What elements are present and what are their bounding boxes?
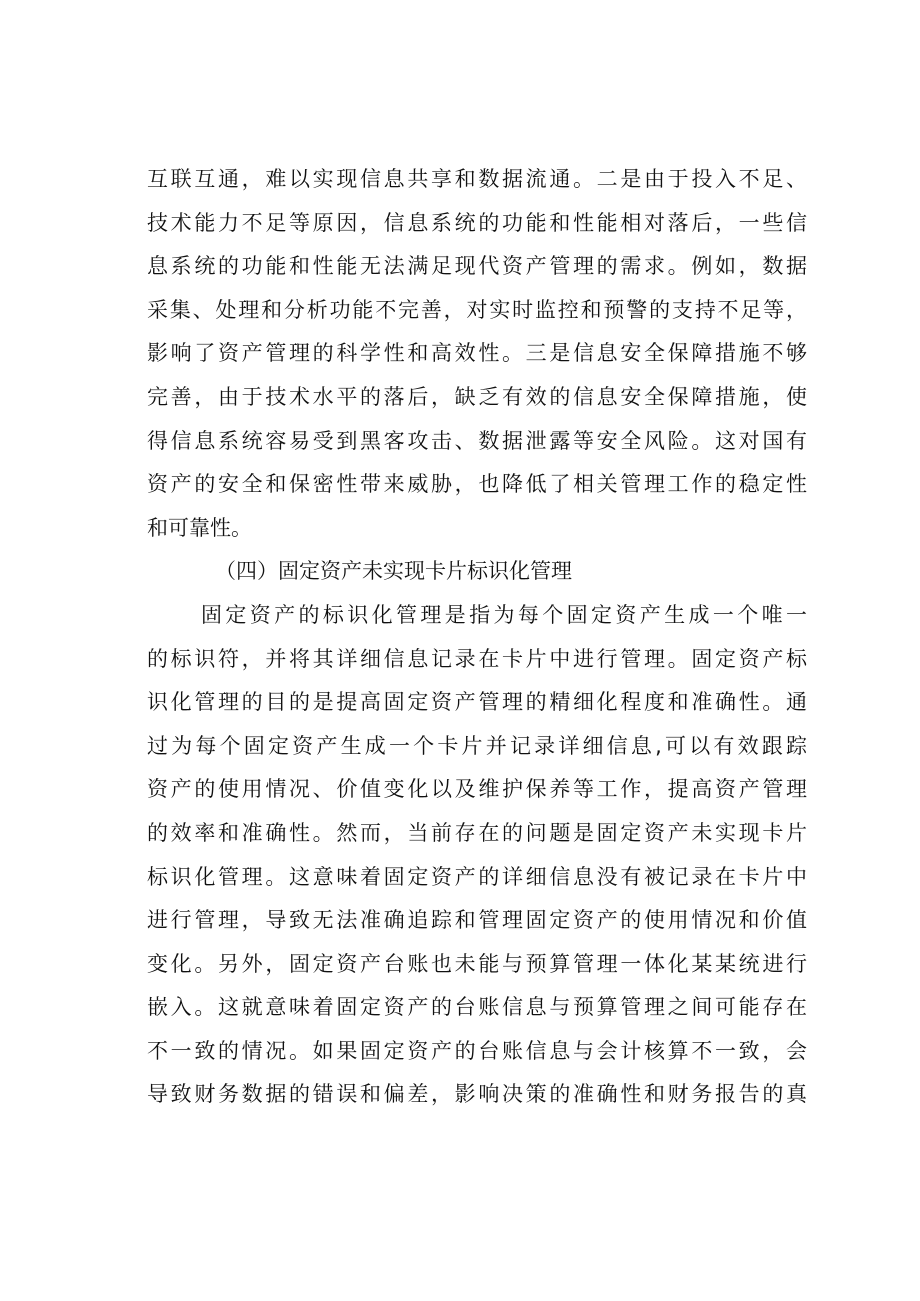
text-line: 的标识符，并将其详细信息记录在卡片中进行管理。固定资产标 (147, 646, 807, 671)
paragraph-main (147, 594, 807, 1117)
text-line: 变化。另外，固定资产台账也未能与预算管理一体化某某统进行 (147, 951, 807, 976)
text-line: 进行管理，导致无法准确追踪和管理固定资产的使用情况和价值 (147, 908, 807, 933)
text-line: 固定资产的标识化管理是指为每个固定资产生成一个唯一 (201, 602, 807, 627)
text-line: 得信息系统容易受到黑客攻击、数据泄露等安全风险。这对国有 (147, 428, 807, 453)
text-line: 不一致的情况。如果固定资产的台账信息与会计核算不一致，会 (147, 1038, 807, 1063)
text-line: 资产的使用情况、价值变化以及维护保养等工作，提高资产管理 (147, 777, 807, 802)
text-line: 资产的安全和保密性带来威胁，也降低了相关管理工作的稳定性 (147, 472, 807, 497)
text-line: 导致财务数据的错误和偏差，影响决策的准确性和财务报告的真 (147, 1082, 807, 1107)
text-line: 的效率和准确性。然而，当前存在的问题是固定资产未实现卡片 (147, 820, 807, 845)
text-line: 互联互通，难以实现信息共享和数据流通。二是由于投入不足、 (147, 167, 807, 191)
text-line: 嵌入。这就意味着固定资产的台账信息与预算管理之间可能存在 (147, 995, 807, 1020)
text-line: 采集、处理和分析功能不完善，对实时监控和预警的支持不足等， (147, 297, 807, 322)
text-line: 完善，由于技术水平的落后，缺乏有效的信息安全保障措施，使 (147, 384, 807, 409)
text-line: 技术能力不足等原因，信息系统的功能和性能相对落后，一些信 (147, 210, 807, 235)
text-line: 标识化管理。这意味着固定资产的详细信息没有被记录在卡片中 (147, 864, 807, 889)
text-line: 和可靠性。 (147, 515, 252, 540)
section-heading: （四）固定资产未实现卡片标识化管理 (215, 559, 572, 584)
text-line: 息系统的功能和性能无法满足现代资产管理的需求。例如，数据 (147, 254, 807, 279)
text-line: 影响了资产管理的科学性和高效性。三是信息安全保障措施不够 (147, 341, 807, 366)
paragraph-continued (147, 158, 807, 550)
text-line: 识化管理的目的是提高固定资产管理的精细化程度和准确性。通 (147, 690, 807, 715)
text-line: 过为每个固定资产生成一个卡片并记录详细信息,可以有效跟踪 (147, 733, 807, 758)
document-body (147, 158, 807, 1117)
